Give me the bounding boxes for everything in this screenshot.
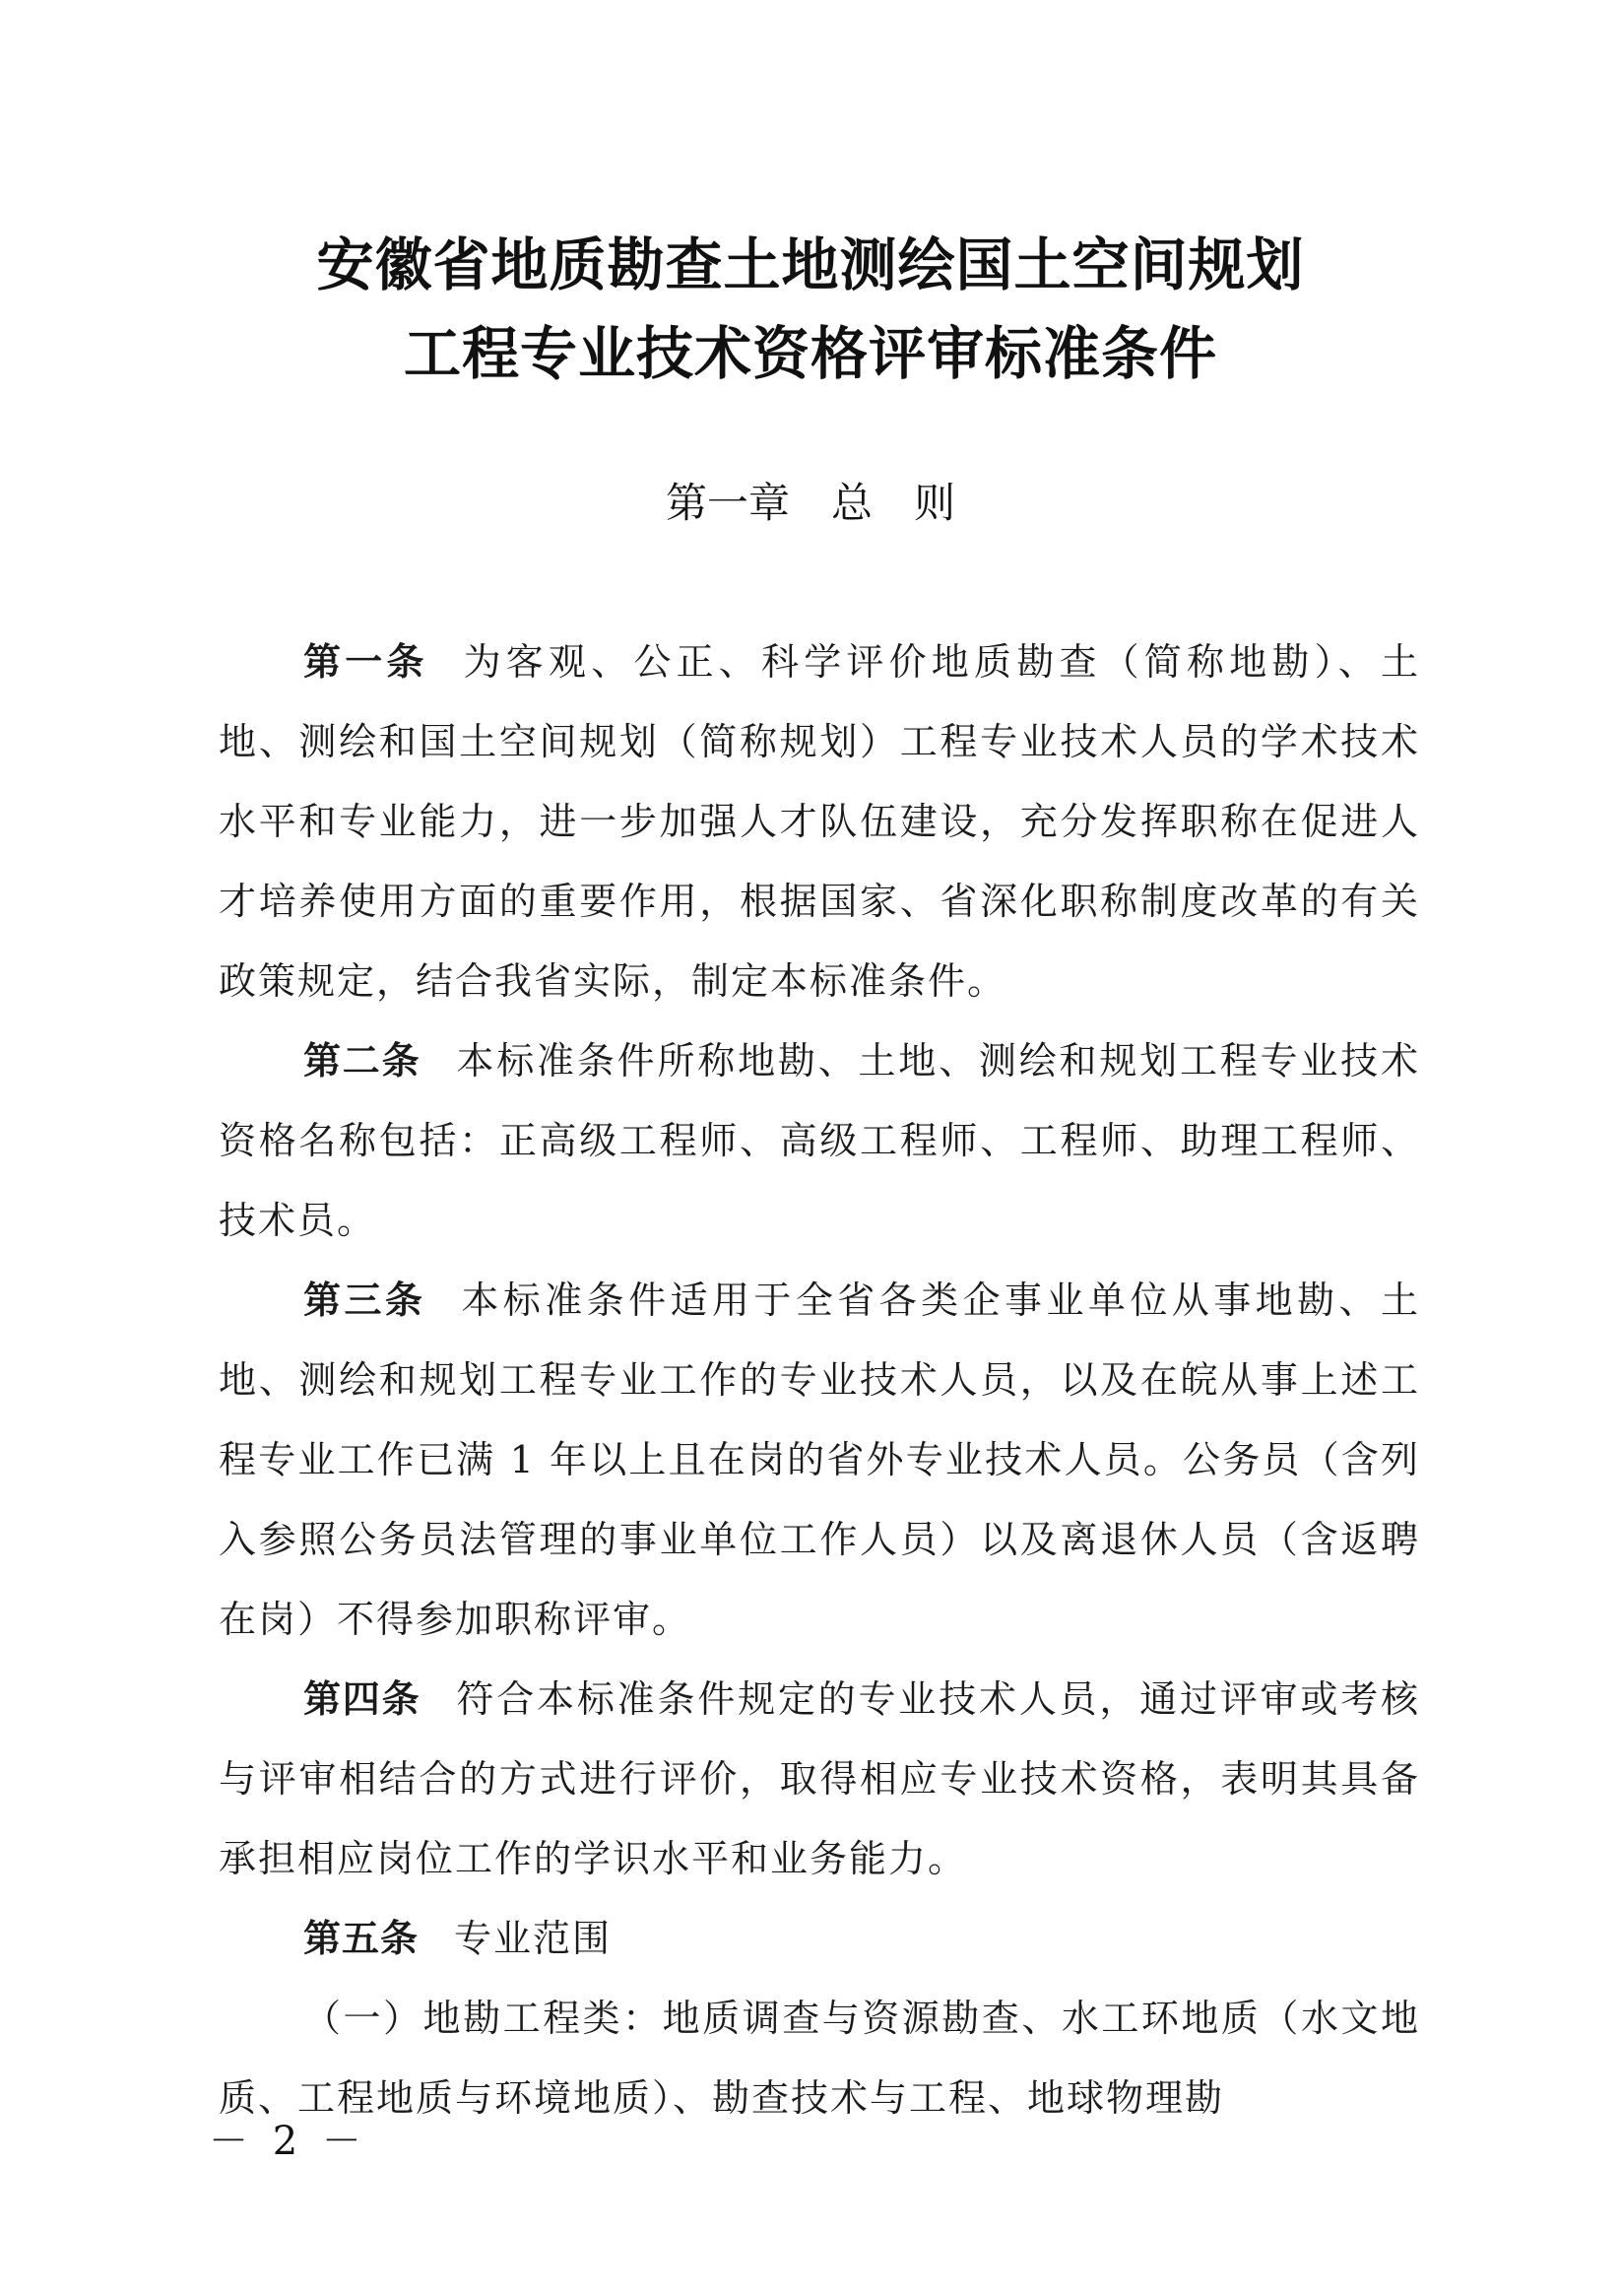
article-text: 符合本标准条件规定的专业技术人员，通过评审或考核与评审相结合的方式进行评价，取得相应专业技术资格，表明其具备承担相应岗位工作的学识水平和业务能力。 <box>219 1677 1420 1880</box>
chapter-title: 总 则 <box>831 479 956 527</box>
chapter-number: 第一章 <box>665 479 790 527</box>
article-4 <box>219 1660 1420 1899</box>
article-text: 专业范围 <box>454 1917 613 1960</box>
article-text: 本标准条件所称地勘、土地、测绘和规划工程专业技术资格名称包括：正高级工程师、高级工程师、工程师、助理工程师、技术员。 <box>219 1039 1420 1242</box>
page-number: － 2 － <box>209 2119 367 2164</box>
article-5 <box>219 1899 1420 1979</box>
article-label: 第一条 <box>303 640 428 684</box>
article-text: 本标准条件适用于全省各类企事业单位从事地勘、土地、测绘和规划工程专业工作的专业技术人员，以及在皖从事上述工程专业工作已满 1 年以上且在岗的省外专业技术人员。公务员（含列入参照公务员法管理的事业单位工作人员）以及离退休人员（含返聘在岗）不得参加职称评审。 <box>219 1279 1420 1641</box>
document-title-line-2: 工程专业技术资格评审标准条件 <box>403 320 1217 387</box>
chapter-heading <box>0 471 1621 530</box>
article-label: 第四条 <box>303 1677 421 1721</box>
article-label: 第五条 <box>303 1917 420 1960</box>
article-3 <box>219 1261 1420 1660</box>
article-label: 第三条 <box>303 1279 426 1322</box>
list-item-1: （一）地勘工程类：地质调查与资源勘查、水工环地质（水文地质、工程地质与环境地质）、勘查技术与工程、地球物理勘 <box>219 1997 1420 2120</box>
document-body <box>219 623 1420 2138</box>
article-text: 为客观、公正、科学评价地质勘查（简称地勘）、土地、测绘和国土空间规划（简称规划）工程专业技术人员的学术技术水平和专业能力，进一步加强人才队伍建设，充分发挥职称在促进人才培养使用方面的重要作用，根据国家、省深化职称制度改革的有关政策规定，结合我省实际，制定本标准条件。 <box>219 640 1420 1003</box>
article-label: 第二条 <box>303 1039 421 1082</box>
document-title-line-1: 安徽省地质勘查土地测绘国土空间规划 <box>316 231 1305 298</box>
article-1 <box>219 623 1420 1021</box>
article-2 <box>219 1021 1420 1261</box>
